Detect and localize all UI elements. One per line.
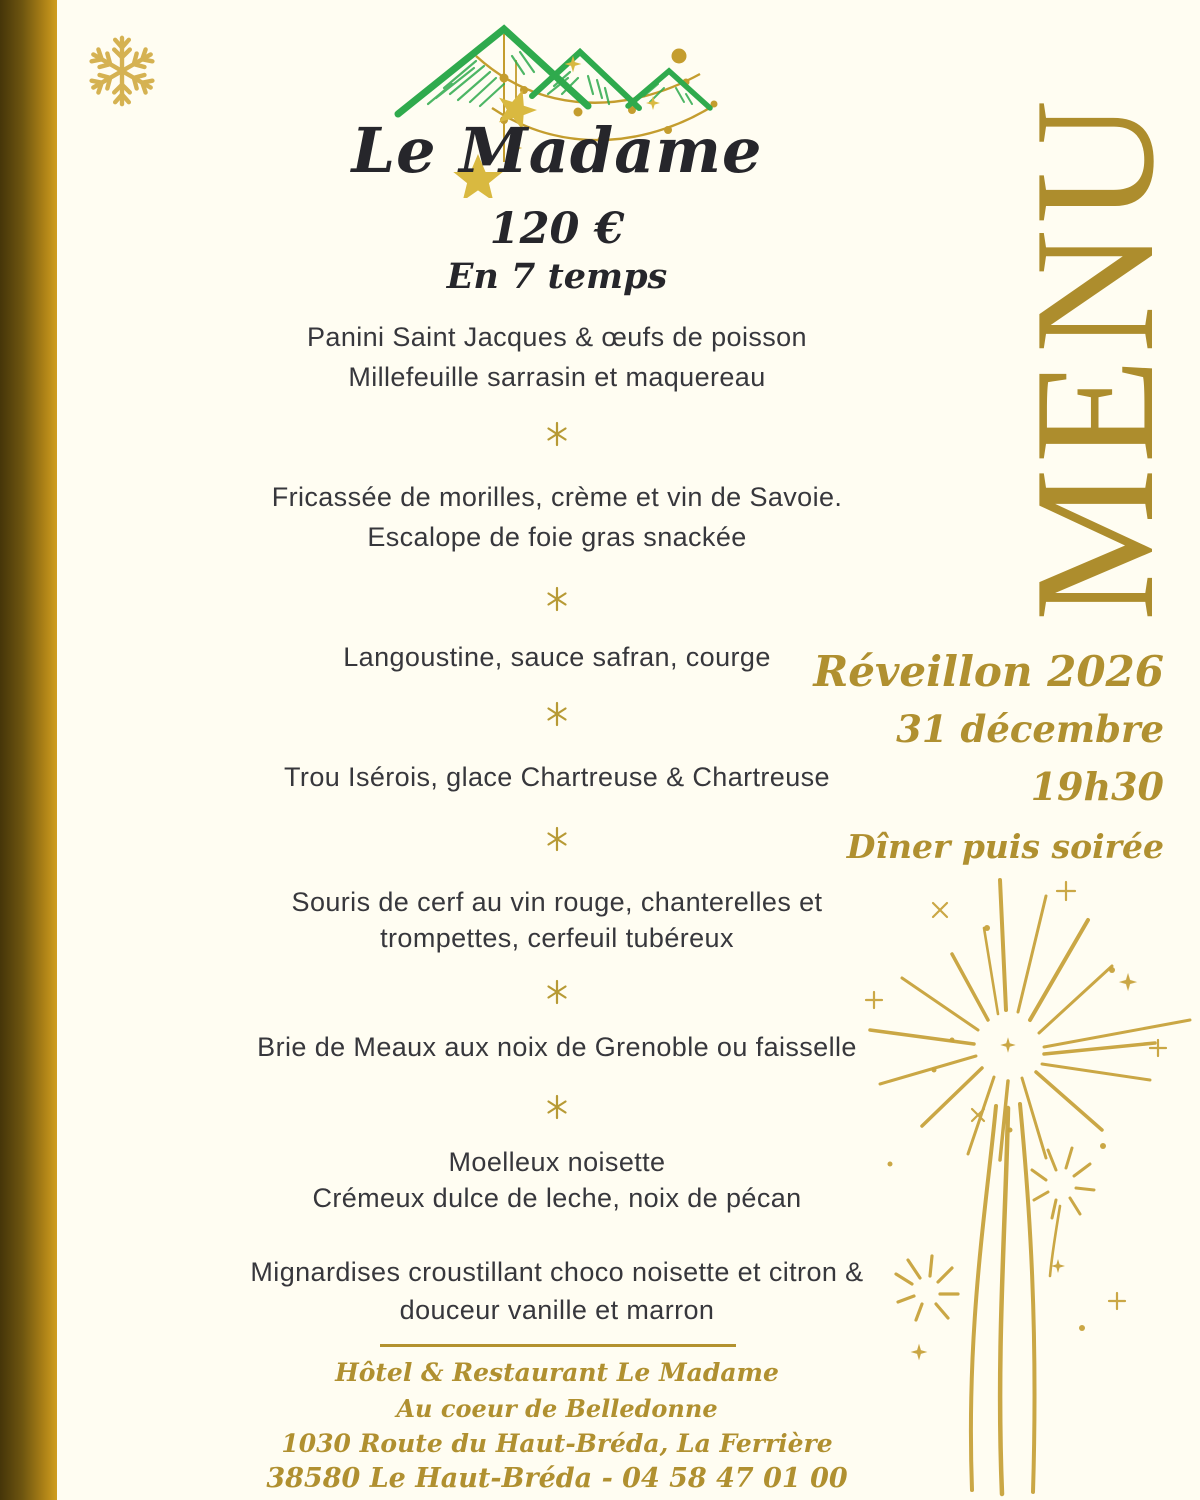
asterisk-separator-icon	[57, 420, 1057, 453]
course-line: trompettes, cerfeuil tubéreux	[380, 923, 734, 953]
course-line: Millefeuille sarrasin et maquereau	[348, 362, 766, 392]
left-gold-bar	[0, 0, 57, 1500]
menu-price: 120 €	[489, 204, 625, 254]
footer-line: Au coeur de Belledonne	[396, 1394, 718, 1423]
event-line: 19h30	[1030, 764, 1164, 809]
course-line: Panini Saint Jacques & œufs de poisson	[307, 322, 807, 352]
event-details	[604, 648, 1164, 866]
course-line: Langoustine, sauce safran, courge	[343, 642, 771, 672]
menu-subtitle: En 7 temps	[446, 256, 668, 297]
course-line: Mignardises croustillant choco noisette et citron &	[250, 1257, 864, 1287]
footer-line: 38580 Le Haut-Bréda - 04 58 47 01 00	[266, 1463, 848, 1494]
footer-line: 1030 Route du Haut-Bréda, La Ferrière	[281, 1429, 833, 1458]
footer-line: Hôtel & Restaurant Le Madame	[335, 1358, 779, 1387]
course-line: Souris de cerf au vin rouge, chanterelles et	[291, 887, 823, 917]
course-line: Moelleux noisette	[448, 1147, 666, 1177]
footer-divider	[380, 1344, 736, 1347]
course-line: douceur vanille et marron	[399, 1295, 715, 1325]
course-line: Fricassée de morilles, crème et vin de Savoie.	[271, 482, 843, 512]
course-line: Trou Isérois, glace Chartreuse & Chartreuse	[284, 762, 830, 792]
menu-vertical-title: MENU	[1000, 94, 1190, 622]
asterisk-separator-icon	[57, 585, 1057, 618]
course-line: Crémeux dulce de leche, noix de pécan	[312, 1183, 802, 1213]
event-line: 31 décembre	[896, 707, 1164, 751]
course-line: Escalope de foie gras snackée	[367, 522, 747, 552]
restaurant-name: Le Madame	[351, 114, 763, 187]
event-line: Réveillon 2026	[813, 647, 1164, 696]
course-line: Brie de Meaux aux noix de Grenoble ou faisselle	[257, 1032, 857, 1062]
event-line: Dîner puis soirée	[846, 827, 1164, 866]
